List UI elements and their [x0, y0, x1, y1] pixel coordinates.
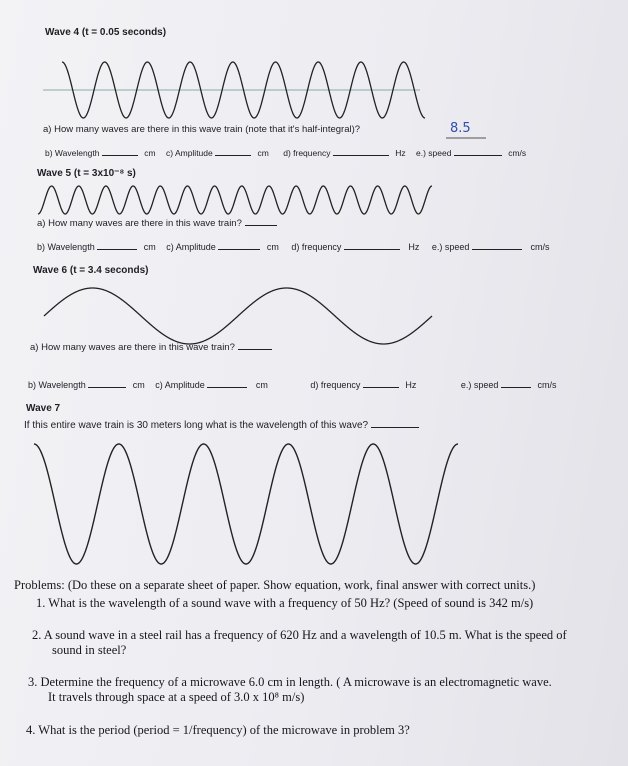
wave6-speed-label: e.) speed: [460, 380, 499, 390]
wave4-amplitude-label: c) Amplitude: [165, 148, 213, 158]
wave6-wavelength-unit: cm: [132, 380, 145, 390]
problem-2-line2: sound in steel?: [52, 643, 127, 657]
wave5-speed-unit: cm/s: [530, 242, 550, 252]
wave5-wavelength-unit: cm: [143, 242, 156, 252]
wave5-amplitude-unit: cm: [266, 242, 279, 252]
wave4-wavelength-unit: cm: [144, 148, 156, 158]
wave4-speed-unit: cm/s: [508, 148, 527, 158]
wave4-frequency-unit: Hz: [395, 148, 406, 158]
wave6-frequency-label: d) frequency: [310, 380, 361, 390]
problem-1: 1. What is the wavelength of a sound wave with a frequency of 50 Hz? (Speed of sound is 342 m/s): [36, 596, 534, 610]
problem-2-line1: 2. A sound wave in a steel rail has a frequency of 620 Hz and a wavelength of 10.5 m. What is the speed of: [32, 628, 567, 642]
wave6-question-a-text: a) How many waves are there in this wave train?: [30, 342, 235, 353]
wave6-wavelength-label: b) Wavelength: [28, 380, 86, 390]
wave4-question-a: a) How many waves are there in this wave train (note that it's half-integral)?: [43, 124, 361, 135]
wave5-title: Wave 5 (t = 3x10⁻⁸ s): [37, 168, 136, 179]
wave5-frequency-unit: Hz: [408, 242, 420, 252]
problem-4: 4. What is the period (period = 1/frequency) of the microwave in problem 3?: [26, 723, 410, 737]
wave5-amplitude-label: c) Amplitude: [166, 242, 216, 252]
wave4-handwritten-answer: 8.5: [450, 121, 471, 136]
wave5-speed-label: e.) speed: [431, 242, 470, 252]
wave4-speed-label: e.) speed: [415, 148, 452, 158]
wave6-amplitude-label: c) Amplitude: [155, 380, 205, 390]
wave7-question-text: If this entire wave train is 30 meters long what is the wavelength of this wave?: [24, 420, 369, 431]
wave6-speed-unit: cm/s: [537, 380, 557, 390]
wave5-wavelength-label: b) Wavelength: [37, 242, 95, 252]
problems-heading: Problems: (Do these on a separate sheet of paper. Show equation, work, final answer with correct units.): [14, 578, 536, 592]
wave6-title: Wave 6 (t = 3.4 seconds): [33, 265, 149, 276]
wave4-title: Wave 4 (t = 0.05 seconds): [45, 27, 167, 38]
wave6-amplitude-unit: cm: [255, 380, 268, 390]
wave4-frequency-label: d) frequency: [283, 148, 331, 158]
problem-3-line2: It travels through space at a speed of 3.0 x 10⁸ m/s): [48, 690, 305, 704]
wave7-title: Wave 7: [26, 403, 61, 414]
problem-3-line1: 3. Determine the frequency of a microwave 6.0 cm in length. ( A microwave is an electromagnetic wave.: [28, 675, 552, 689]
wave7-curve: [34, 444, 458, 564]
wave6-frequency-unit: Hz: [405, 380, 417, 390]
wave4-wavelength-label: b) Wavelength: [45, 148, 100, 158]
wave5-frequency-label: d) frequency: [291, 242, 342, 252]
wave5-question-a-text: a) How many waves are there in this wave train?: [37, 218, 242, 229]
wave4-amplitude-unit: cm: [257, 148, 269, 158]
